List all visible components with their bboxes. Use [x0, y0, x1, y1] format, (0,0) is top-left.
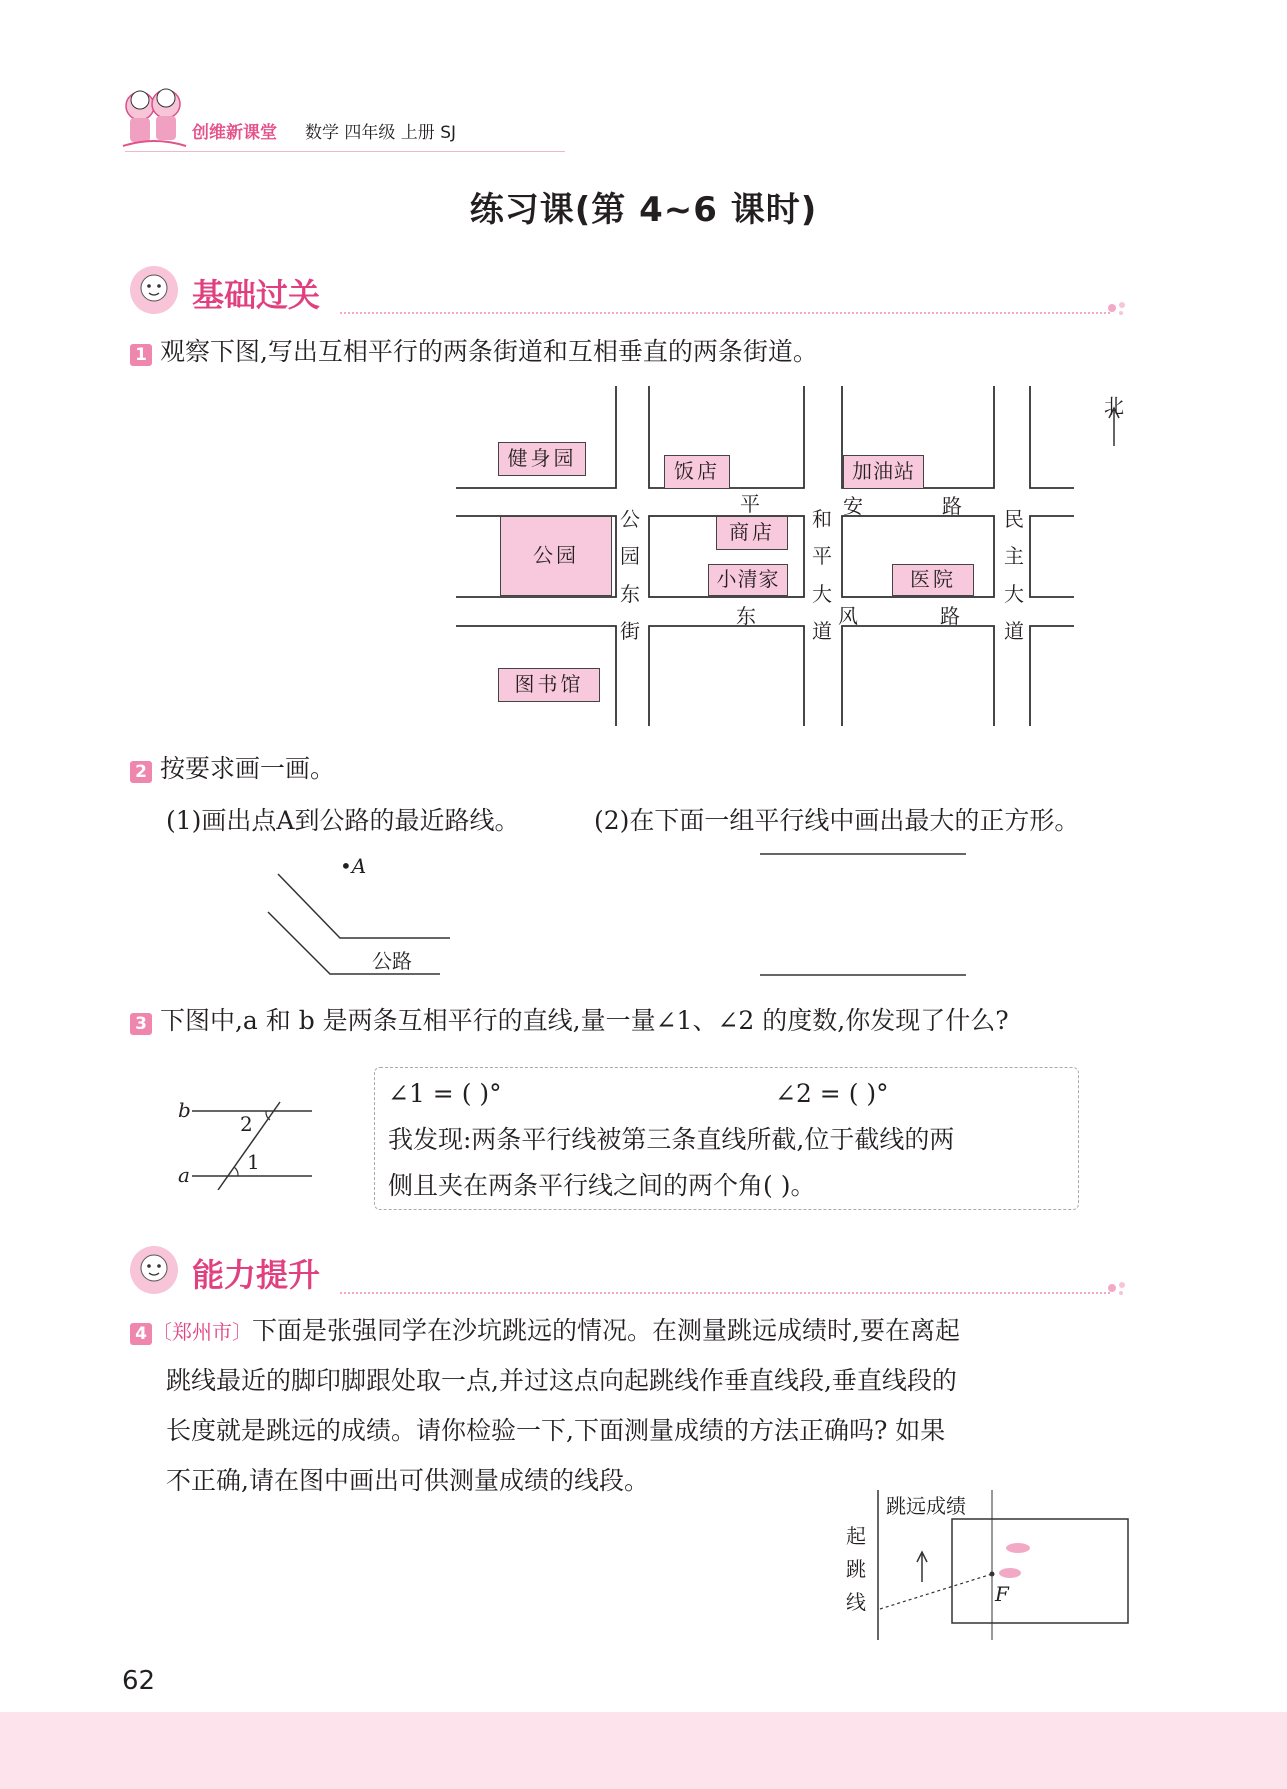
- place-park: 公园: [500, 516, 612, 596]
- place-shop: 商店: [716, 516, 788, 550]
- jump-result-label: 跳远成绩: [886, 1494, 966, 1518]
- section-divider: [340, 312, 1110, 314]
- q4-line-3: 长度就是跳远的成绩。请你检验一下,下面测量成绩的方法正确吗? 如果: [166, 1416, 946, 1445]
- header-divider: [125, 151, 565, 152]
- question-number: 4: [130, 1323, 152, 1345]
- point-a-label: •A: [340, 854, 367, 878]
- point-f-label: F: [995, 1582, 1009, 1606]
- street-gongyuan-2: 园: [620, 544, 640, 568]
- street-minzhu-2: 主: [1004, 544, 1024, 568]
- region-tag: 〔郑州市〕: [152, 1320, 252, 1344]
- finding-line-2[interactable]: 侧且夹在两条平行线之间的两个角( )。: [388, 1171, 816, 1200]
- dots-ornament-icon: [1106, 1278, 1130, 1298]
- question-number: 2: [130, 761, 152, 783]
- street-an: 安: [843, 494, 863, 518]
- question-2: [130, 754, 335, 784]
- place-library: 图书馆: [498, 668, 600, 702]
- angle-2-answer[interactable]: ∠2 = ( )°: [775, 1079, 889, 1108]
- question-number: 1: [130, 344, 152, 366]
- parallel-transversal-figure: [190, 1090, 320, 1190]
- street-minzhu-1: 民: [1004, 507, 1024, 531]
- section-title-basic: 基础过关: [192, 276, 321, 314]
- street-minzhu-3: 大: [1004, 582, 1024, 606]
- footprint-icon: [999, 1543, 1030, 1578]
- book-info: 数学 四年级 上册 SJ: [305, 123, 457, 143]
- street-heping-1: 和: [812, 507, 832, 531]
- line-b-label: b: [178, 1098, 191, 1122]
- question-text: 观察下图,写出互相平行的两条街道和互相垂直的两条街道。: [159, 337, 818, 366]
- north-label: 北: [1104, 394, 1124, 418]
- section-title-advanced: 能力提升: [192, 1256, 321, 1294]
- finding-line-1: 我发现:两条平行线被第三条直线所截,位于截线的两: [388, 1125, 955, 1154]
- page-title: 练习课(第 4~6 课时): [469, 190, 818, 230]
- street-feng: 风: [838, 604, 858, 628]
- start-line-2: 跳: [846, 1557, 866, 1581]
- q4-line-4: 不正确,请在图中画出可供测量成绩的线段。: [166, 1466, 649, 1495]
- place-restaurant: 饭店: [664, 455, 730, 489]
- angle-1-label: 1: [247, 1150, 260, 1174]
- street-lu-2: 路: [940, 604, 960, 628]
- parallel-lines: [758, 850, 968, 980]
- brand-name: 创维新课堂: [192, 123, 277, 143]
- street-dong: 东: [736, 604, 756, 628]
- angle-2-label: 2: [240, 1112, 253, 1136]
- street-heping-3: 大: [812, 582, 832, 606]
- angle-1-answer[interactable]: ∠1 = ( )°: [388, 1079, 502, 1108]
- road-figure: [260, 860, 460, 980]
- place-gas-station: 加油站: [843, 455, 924, 489]
- dots-ornament-icon: [1106, 298, 1130, 318]
- section-mascot-icon: [128, 264, 180, 316]
- place-hospital: 医院: [892, 564, 974, 596]
- start-line-1: 起: [846, 1524, 866, 1548]
- road-label: 公路: [372, 949, 412, 973]
- q4-line-2: 跳线最近的脚印脚跟处取一点,并过这点向起跳线作垂直线段,垂直线段的: [166, 1366, 957, 1395]
- section-mascot-icon: [128, 1244, 180, 1296]
- q2-sub1: (1)画出点A到公路的最近路线。: [166, 806, 520, 835]
- question-3: [130, 1006, 1009, 1036]
- question-text: 按要求画一画。: [159, 754, 335, 783]
- question-text: 下图中,a 和 b 是两条互相平行的直线,量一量∠1、∠2 的度数,你发现了什么?: [159, 1006, 1009, 1035]
- street-gongyuan-1: 公: [620, 507, 640, 531]
- street-gongyuan-3: 东: [620, 582, 640, 606]
- section-divider: [340, 1292, 1110, 1294]
- street-ping: 平: [740, 492, 760, 516]
- street-heping-4: 道: [812, 619, 832, 643]
- footer-band: [0, 1712, 1287, 1789]
- street-minzhu-4: 道: [1004, 619, 1024, 643]
- question-1: [130, 337, 818, 367]
- place-fitness-park: 健身园: [498, 442, 586, 476]
- q2-sub2: (2)在下面一组平行线中画出最大的正方形。: [594, 806, 1080, 835]
- start-line-3: 线: [846, 1590, 866, 1614]
- line-a-label: a: [178, 1163, 190, 1187]
- page-number: 62: [122, 1666, 156, 1696]
- street-heping-2: 平: [812, 544, 832, 568]
- place-xiaoqing-home: 小清家: [708, 564, 788, 596]
- question-number: 3: [130, 1013, 152, 1035]
- q4-line-1: 下面是张强同学在沙坑跳远的情况。在测量跳远成绩时,要在离起: [252, 1316, 960, 1345]
- street-lu-1: 路: [942, 494, 962, 518]
- question-4: [130, 1306, 960, 1357]
- mascot-kids-logo: [118, 84, 190, 154]
- street-gongyuan-4: 街: [620, 619, 640, 643]
